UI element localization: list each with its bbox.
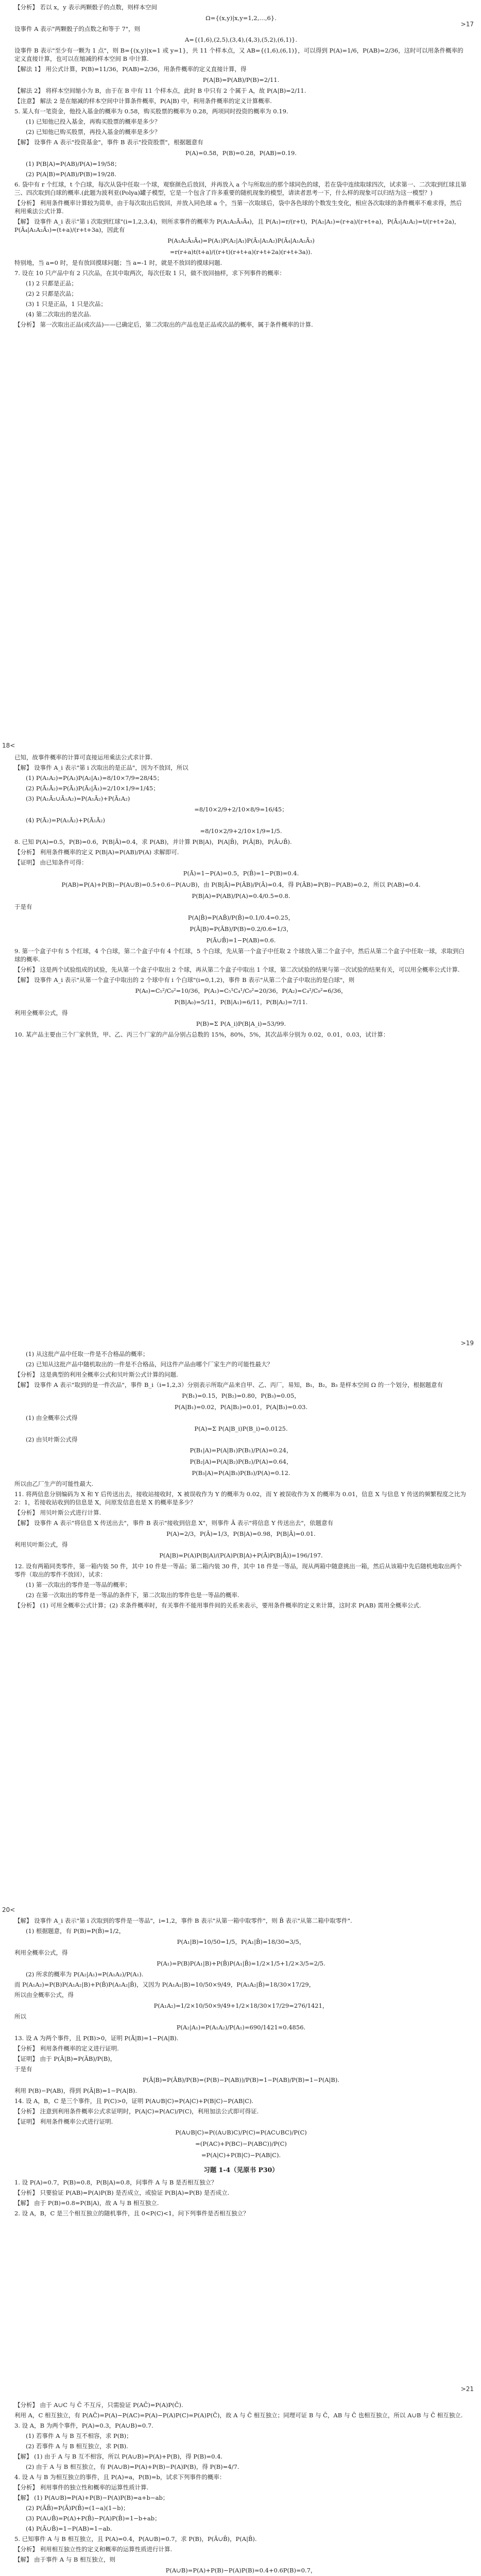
text-line: 【证明】 由已知条件可得： <box>14 859 88 866</box>
formula-line: P(B₁|A)=P(A|B₁)P(B₁)/P(A)=0.24， <box>190 1447 293 1454</box>
formula-line: P(A₂|A₁)=P(A₁A₂)/P(A₁)=690/1421≈0.4856. <box>176 2024 306 2031</box>
text-line: (1) 由全概率公式得 <box>26 1414 78 1421</box>
text-line: 【分析】 利用条件概率计算较为简单，由于每次取出后放回，并放入同色球 a 个，当第一次取球后，袋中各色球的个数发生变化，相应各次取球的条件概率不难求得，然后利用乘法公式计算. <box>14 199 462 215</box>
formula-line: P(B|A)=P(AB)/P(A)=0.4/0.5=0.8. <box>192 892 290 900</box>
formula-line: P(A)=0.58，P(B)=0.28，P(AB)=0.19. <box>185 149 297 157</box>
text-line: 【分析】 用贝叶斯公式进行计算. <box>14 1509 101 1516</box>
text-line: (4) P(Ā∪B̄)=1−P(AB)=1−ab. <box>26 2525 112 2532</box>
page-marker-20: 20< <box>2 1906 15 1913</box>
text-line: 1. 设 P(A)=0.7，P(B)=0.8，P(B|A)=0.8，问事件 A 与 B 是否相互独立？ <box>14 2179 217 2186</box>
text-line: 13. 设 A 为两个事件，且 P(B)>0，证明 P(Ā|B)=1−P(A|B). <box>14 2035 179 2042</box>
text-line: 6. 袋中有 r 个红球，t 个白球，每次从袋中任取一个球，观察颜色后放回，并再放入 a 个与所取出的那个球同色的球，若在袋中连续取球四次，试求第一、二次取到红球且第三、四次取到白球的概率.(此题为波利亚(Polya)罐子模型，它是一个包含了许多重要的随机现象的模型，请读者思考一下，什么样的现象可以归结为这一模型？) <box>14 181 467 196</box>
text-line: 11. 将两信息分别编码为 X 和 Y 后传送出去，接收站接收时，X 被误收作为 Y 的概率为 0.02，而 Y 被误收作为 X 的概率为 0.01，信息 X 与信息 Y 传送的频繁程度之比为 2：1，若接收站收到的信息是 X，问原发信息也是 X 的概率是多少？ <box>14 1490 466 1506</box>
text-line: 【解法 2】 将样本空间缩小为 B，由于在 B 中有 11 个样本点，此时 B 中只有 2 个属于 A，故 P(A|B)=2/11. <box>14 87 306 94</box>
text-line: 已知，故事件概率的计算可直接运用乘法公式求计算. <box>14 754 153 761</box>
text-line: (1) 根据题意，有 P(B)=P(B̄)=1/2， <box>26 1927 125 1935</box>
text-line: 3. 设 A，B 为两个事件，P(A)=0.3，P(A∪B)=0.7. <box>14 2422 153 2429</box>
text-line: 【分析】 利用条件概率的定义进行证明. <box>14 2045 119 2052</box>
formula-line: P(A₁A₂Ā₃Ā₄)=P(A₁)P(A₂|A₁)P(Ā₃|A₁A₂)P(Ā₄|A₁A₂Ā₃) <box>167 237 315 244</box>
text-line: (2) P(A|B)=P(AB)/P(B)=19/28. <box>26 171 116 178</box>
text-line: (2) 2 只都是次品； <box>26 290 77 297</box>
text-line: (1) 从这批产品中任取一件是不合格品的概率； <box>26 1350 149 1358</box>
text-line: (2) 在第一次取出的零件是一等品的条件下，第二次取出的零件也是一等品的概率. <box>26 1591 239 1599</box>
text-line: 10. 某产品主要由三个厂家供货，甲、乙、丙三个厂家的产品分别占总数的 15%，80%，5%，其次品率分别为 0.02，0.01，0.03，试计算： <box>14 1031 389 1038</box>
text-line: 2. 设 A，B，C 是三个相互独立的随机事件，且 0<P(C)<1，问下列事件是否相互独立？ <box>14 2210 249 2217</box>
section-4 <box>14 1917 468 2219</box>
text-line: 而 P(A₁A₂)=P(B)P(A₁A₂|B)+P(B̄)P(A₁A₂|B̄)，又因为 P(A₁A₂|B)=10/50×9/49，P(A₁A₂|B̄)=18/30×17/29， <box>14 1981 315 1988</box>
text-line: 【分析】 利用相互独立性的定义和概率的运算性质进行计算. <box>14 2546 173 2553</box>
formula-line: =8/10×2/9+2/10×8/9=16/45； <box>194 806 288 813</box>
text-line: 【分析】 第一次取出正品(或次品)——已确定后，第二次取出的产品也是正品或次品的概率，属于条件概率的计算. <box>14 321 313 328</box>
text-line: 7. 设在 10 只产品中有 2 只次品，在其中取两次，每次任取 1 只，做不放回抽样，求下列事件的概率： <box>14 269 285 277</box>
text-line: 【分析】 利用事件的独立性和概率的运算性质计算. <box>14 2484 149 2491</box>
text-line: (4) 第二次取出的是次品. <box>26 311 92 318</box>
section-3 <box>14 1350 468 1612</box>
text-line: 【解】 设事件 A 表示"投资基金"，事件 B 表示"投资股票"，根据题意有 <box>14 139 203 146</box>
text-line: (2) 已知从这批产品中随机取出的一件是不合格品，问这件产品由哪个厂家生产的可能性最大？ <box>26 1361 273 1368</box>
formula-line: =8/10×2/9+2/10×1/9=1/5. <box>200 827 282 835</box>
text-line: 5. 某人有一笔资金，他投入基金的概率为 0.58，购买股票的概率为 0.28，两项同时投资的概率为 0.19. <box>14 108 288 115</box>
formula-line: P(A₀)=C₅²/C₉²=10/36，P(A₁)=C₅¹C₄¹/C₉²=20/36，P(A₂)=C₄²/C₉²=6/36， <box>135 987 347 994</box>
section-2 <box>14 753 468 1041</box>
formula-line: P(B|A₀)=5/11，P(B|A₁)=6/11，P(B|A₂)=7/11. <box>174 998 308 1006</box>
text-line: 【分析】 (1) 可用全概率公式计算；(2) 求条件概率时，有关事件不能用事件间的关系来表示，要用条件概率的定义来计算，这时求 P(AB) 需用全概率公式. <box>14 1602 421 1609</box>
text-line: 【分析】 由于 A∪C 与 C̄ 不互斥，只需验证 P(AC̄)=P(A)P(C̄). <box>14 2401 183 2409</box>
text-line: 设事件 A 表示"两颗骰子的点数之和等于 7"，则 <box>14 25 141 32</box>
text-line: 【解】 设事件 A_i 表示"第 i 次取到的零件是一等品"，i=1,2，事件 B 表示"从第一箱中取零件"，则 B̄ 表示"从第二箱中取零件". <box>14 1917 352 1924</box>
formula-line: P(A|B̄)=P(AB̄)/P(B̄)=0.1/0.4=0.25， <box>187 914 295 921</box>
formula-line: =P(A|C)+P(B|C)−P(AB|C). <box>201 2151 281 2159</box>
text-line: (1) 若事件 A 与 B 互不相容，求 P(B)； <box>26 2432 132 2439</box>
text-line: (1) 第一次取出的零件是一等品的概率； <box>26 1581 131 1588</box>
text-line: (2) P(Ā₁Ā₂)=P(Ā₁)P(Ā₂|Ā₁)=2/10×1/9=1/45； <box>26 785 159 792</box>
formula-line: P(A₁)=P(B)P(A₁|B)+P(B̄)P(A₁|B̄)=1/2×1/5+1/2×3/5=2/5. <box>157 1960 325 1967</box>
formula-line: =(P(AC)+P(BC)−P(ABC))/P(C) <box>195 2140 287 2147</box>
text-line: 【解】 设事件 A_i 表示"第 i 次取出的是正品"，因为不放回，所以 <box>14 764 188 771</box>
text-line: 所以 <box>14 2013 26 2020</box>
text-line: 【解】 设事件 A 表示"取到的是一件次品"，事件 B_i（i=1,2,3）分别表示所取产品来自甲、乙、丙厂，易知，B₁，B₂，B₃ 是样本空间 Ω 的一个划分，根据题意有 <box>14 1381 443 1388</box>
formula-line: P(B₁)=0.15，P(B₂)=0.80，P(B₃)=0.05， <box>182 1392 300 1399</box>
text-line: (1) P(B|A)=P(AB)/P(A)=19/58； <box>26 160 121 167</box>
formula-line: P(A|B₁)=0.02，P(A|B₂)=0.01，P(A|B₃)=0.03. <box>174 1403 308 1411</box>
page-marker-17: >17 <box>460 21 474 28</box>
formula-line: A={(1,6),(2,5),(3,4),(4,3),(5,2),(6,1)}. <box>184 36 298 43</box>
formula-line: P(B)=Σ P(A_i)P(B|A_i)=53/99. <box>196 1020 286 1027</box>
text-line: 8. 已知 P(A)=0.5，P(B)=0.6，P(B|Ā)=0.4，求 P(AB)，并计算 P(B|A)，P(A|B̄)，P(Ā|B)，P(Ā∪B̄). <box>14 838 292 845</box>
text-line: 【解】 设事件 A 表示"将信息 X 传送出去"，事件 B 表示"接收到信息 X"，则事件 Ā 表示"将信息 Y 传送出去"，依题意有 <box>14 1519 334 1527</box>
text-line: 【分析】 只要验证 P(AB)=P(A)P(B) 是否成立，或验证 P(B|A)=P(B) 是否成立. <box>14 2189 230 2196</box>
text-line: 于是有 <box>14 903 32 910</box>
page-marker-18: 18< <box>2 742 15 749</box>
text-line: (3) 1 只是正品，1 只是次品； <box>26 300 107 308</box>
text-line: 【解】 由于 P(B)=0.8=P(B|A)，故 A 与 B 相互独立. <box>14 2199 159 2207</box>
text-line: 【分析】 这是典型的利用全概率公式和贝叶斯公式计算的问题. <box>14 1371 178 1378</box>
text-line: (2) 由于 A 与 B 相互独立，有 P(A∪B)=P(A)+P(B)−P(A)P(B)，得 P(B)=4/7. <box>26 2463 239 2470</box>
formula-line: P(A|B)=P(AB)/P(B)=2/11. <box>202 76 280 83</box>
text-line: 【分析】 利用条件概率的定义 P(B|A)=P(AB)/P(A) 求解即可. <box>14 849 179 856</box>
text-line: 【解】 (1) 由于 A 与 B 互不相容，所以 P(A∪B)=P(A)+P(B)，得 P(B)=0.4. <box>14 2453 223 2460</box>
formula-line: P(A|B)=P(A)P(B|A)/(P(A)P(B|A)+P(Ā)P(B|Ā))=196/197. <box>159 1552 323 1559</box>
text-line: 【分析】 这是两个试验组成的试验，先从第一个盒子中取出 2 个球，再从第二个盒子中取出 1 个球，第二次试验的结果与第一次试验的结果有关，可以用全概率公式计算. <box>14 966 460 973</box>
formula-line: P(A∪B|C)=P((A∪B)C)/P(C)=P(AC∪BC)/P(C) <box>175 2129 307 2136</box>
formula-line: P(A)=2/3，P(Ā)=1/3，P(B|A)=0.98，P(B|Ā)=0.01. <box>166 1530 316 1537</box>
text-line: (2) 若事件 A 与 B 相互独立，求 P(B). <box>26 2443 128 2450</box>
text-line: (2) P(ĀB̄)=P(Ā)P(B̄)=(1−a)(1−b)； <box>26 2504 129 2512</box>
text-line: (3) P(A∪B̄)=P(A)+P(B̄)−P(A)P(B̄)=1−b+ab； <box>26 2515 161 2522</box>
text-line: 9. 第一个盒子中有 5 个红球，4 个白球，第二个盒子中有 4 个红球，5 个白球，先从第一个盒子中任取 2 个球放入第二个盒子中，然后从第二个盒子中任取一球，求取到白球的概率. <box>14 947 465 963</box>
text-line: 【证明】 利用条件概率公式进行证明. <box>14 2118 113 2125</box>
text-line: (1) 已知他已投入基金，再购买股票的概率是多少？ <box>26 118 161 125</box>
formula-line: Ω={(x,y)|x,y=1,2,…,6}. <box>205 14 277 22</box>
text-line: (2) 已知他已购买股票，再投入基金的概率是多少？ <box>26 128 161 135</box>
text-line: 【分析】 若以 x，y 表示两颗骰子的点数，则样本空间 <box>14 4 157 11</box>
text-line: 特别地，当 a=0 时，是有放回摸球问题；当 a=-1 时，就是不放回的摸球问题. <box>14 259 222 266</box>
text-line: (1) 2 只都是正品； <box>26 280 77 287</box>
text-line: 【证明】 由于 P(Ā|B)=P(ĀB)/P(B)， <box>14 2055 116 2062</box>
formula-line: P(Ā∪B̄)=1−P(AB)=0.6. <box>206 937 276 944</box>
formula-line: P(Ā)=1−P(A)=0.5，P(B̄)=1−P(B)=0.4. <box>183 870 299 877</box>
text-line: (4) P(Ā₂)=P(A₁Ā₂)+P(Ā₁Ā₂) <box>26 817 105 824</box>
text-line: 【解法 1】 用公式计算，P(B)=11/36，P(AB)=2/36，用条件概率的定义直接计算，得 <box>14 65 247 73</box>
formula-line: P(AB)=P(A)+P(B)−P(A∪B)=0.5+0.6−P(A∪B)，由 P(B|Ā)=P(ĀB)/P(Ā)=0.4，得 P(ĀB)=P(B)−P(AB)=0.2，所以 P(AB)=0.4. <box>61 881 421 888</box>
text-line: 【解】 设事件 A_i 表示"从第一个盒子中取出的 2 个球中有 i 个白球"(i=0,1,2)，事件 B 表示"从第二个盒子中取出的是白球"，则 <box>14 976 355 984</box>
text-line: (3) P(A₁Ā₂∪Ā₁A₂)=P(A₁Ā₂)+P(Ā₁A₂) <box>26 795 130 802</box>
formula-line: P(B₂|A)=P(A|B₂)P(B₂)/P(A)=0.64， <box>190 1458 293 1465</box>
text-line: 利用贝叶斯公式，得 <box>14 1541 68 1548</box>
formula-line: P(A₁|B)=10/50=1/5，P(A₁|B̄)=18/30=3/5， <box>177 1938 305 1945</box>
formula-line: P(Ā|B)=P(ĀB)/P(B)=0.2/0.6=1/3， <box>190 925 293 933</box>
formula-line: P(Ā|B)=P(ĀB)/P(B)=(P(B)−P(AB))/P(B)=1−P(AB)/P(B)=1−P(A|B). <box>142 2076 340 2083</box>
formula-line: P(A₁A₂)=1/2×10/50×9/49+1/2×18/30×17/29=276/1421， <box>153 2002 329 2009</box>
text-line: 利用 A，C 相互独立，有 P(AC̄)=P(A)−P(AC)=P(A)−P(A)P(C)=P(A)P(C̄)，故 A 与 C̄ 相互独立；同理可证 B 与 C̄，AB 与 C̄ 也相互独立，所以 A∪B 与 C̄ 相互独立. <box>14 2412 463 2419</box>
text-line: 所以由乙厂生产的可能性最大. <box>14 1480 94 1487</box>
section-1 <box>14 3 468 331</box>
text-line: 【解】 (1) P(A∪B)=P(A)+P(B)−P(A)P(B)=a+b−ab； <box>14 2494 169 2501</box>
page-marker-21: >21 <box>460 2385 474 2393</box>
text-line: (2) 所求的概率为 P(A₂|A₁)=P(A₁A₂)/P(A₁). <box>26 1971 144 1978</box>
text-line: 于是有 <box>14 2065 32 2073</box>
page-marker-19: >19 <box>460 1340 474 1347</box>
formula-line: =r(r+a)t(t+a)/((r+t)(r+t+a)(r+t+2a)(r+t+3a)). <box>169 248 313 256</box>
text-line: 【解】 设事件 A_i 表示"第 i 次取到红球"(i=1,2,3,4)，则所求事件的概率为 P(A₁A₂Ā₃Ā₄)，且 P(A₁)=r/(r+t)，P(A₂|A₁)=(r+a)/(r+t+a)，P(Ā₃|A₁A₂)=t/(r+t+2a)，P(Ā₄|A₁A₂Ā₃)=(t+a)/(r+t+3a)，因此有 <box>14 218 460 233</box>
text-line: 利用全概率公式，得 <box>14 1949 68 1956</box>
formula-line: P(A)=Σ P(A|B_i)P(B_i)=0.0125. <box>194 1425 288 1432</box>
text-line: 5. 已知事件 A 与 B 相互独立，且 P(A)=0.4，P(A∪B)=0.7，求 P(B)，P(Ā∪B̄)，P(A|B̄). <box>14 2535 257 2543</box>
text-line: 14. 设 A，B，C 是三个事件，且 P(C)>0，证明 P(A∪B|C)=P(A|C)+P(B|C)−P(AB|C). <box>14 2097 254 2105</box>
text-line: 【注意】 解法 2 是在缩减的样本空间中计算条件概率，P(A|B) 中，利用条件概率的定义计算概率. <box>14 97 272 105</box>
text-line: 【解】 由于事件 A 与 B 相互独立，则 <box>14 2556 116 2563</box>
text-line: 12. 设有两箱同类零件，第一箱内装 50 件，其中 10 件是一等品；第二箱内装 30 件，其中 18 件是一等品，现从两箱中随意挑出一箱，然后从该箱中先后随机地取出两个零件（取出的零件不放回），试求： <box>14 1563 462 1578</box>
text-line: (1) P(A₁A₂)=P(A₁)P(A₂|A₁)=8/10×7/9=28/45； <box>26 774 163 782</box>
exercise-heading: 习题 1-4（见原书 P30） <box>203 2166 279 2174</box>
section-5 <box>14 2401 468 2576</box>
text-line: 利用全概率公式，得 <box>14 1009 68 1016</box>
text-line: 【分析】 注意到利用条件概率公式求证明时，P(A|C)=P(AC)/P(C)，利用加法公式即可得证. <box>14 2108 259 2115</box>
text-line: 利用 P(B)−P(AB)，得到 P(Ā|B)=1−P(A|B). <box>14 2087 138 2094</box>
text-line: (2) 由贝叶斯公式得 <box>26 1436 78 1443</box>
text-line: 4. 设 A 与 B 为相互独立的事件，且 P(A)=a，P(B)=b，试求下列事件的概率： <box>14 2473 226 2481</box>
formula-line: P(B₃|A)=P(A|B₃)P(B₃)/P(A)=0.12. <box>192 1469 290 1477</box>
text-line: 所以由全概率公式，得 <box>14 1991 74 1998</box>
formula-line: P(A∪B)=P(A)+P(B)−P(A)P(B)=0.4+0.6P(B)=0.7， <box>165 2567 317 2574</box>
text-line: 设事件 B 表示"至少有一颗为 1 点"，则 B={(x,y)|x=1 或 y=1}，共 11 个样本点，又 AB={(1,6),(6,1)}，可以得到 P(A)=1/6，P(AB)=2/36，这时可以用条件概率的定义直接计算，也可以在缩减的样本空间 B 中计算. <box>14 47 463 62</box>
